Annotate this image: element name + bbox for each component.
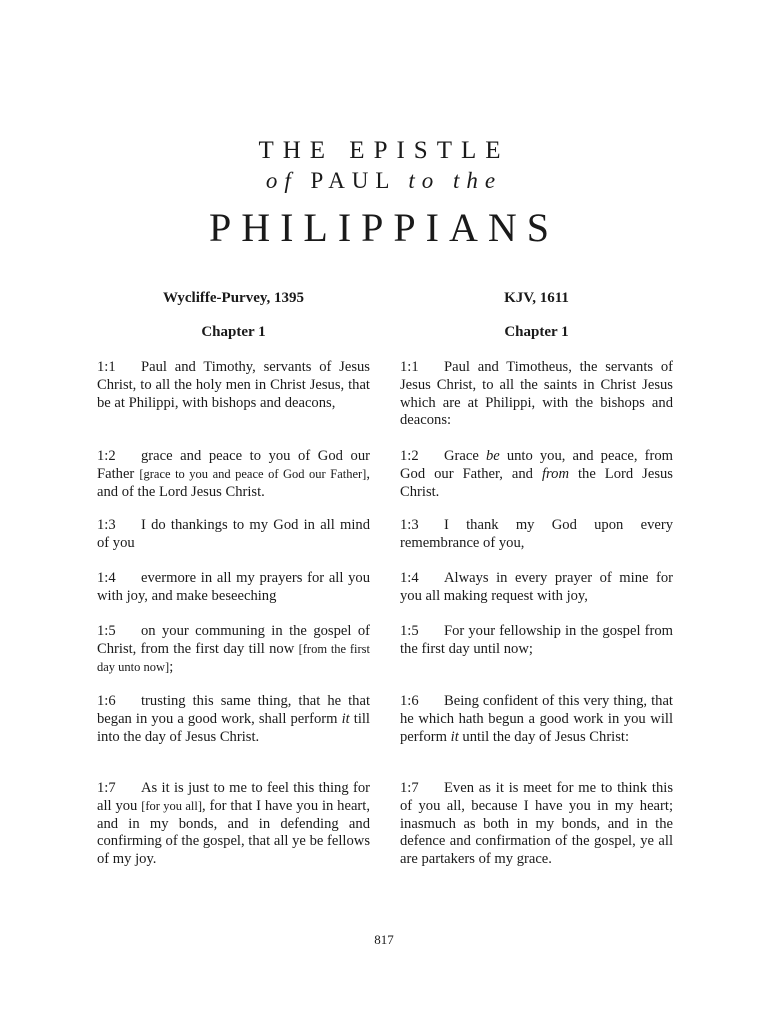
title-to-the: to the [408, 168, 503, 193]
verse-text: Being confident of this very thing, that he which hath begun a good work in you will perform [400, 693, 673, 745]
verse-text: till into the day of Jesus Christ. [97, 710, 370, 745]
verse-text: , for that I have you in heart, and in my bonds, and in defending and confirming of the gospel, that all ye be fellows of my joy. [97, 797, 370, 868]
verse-number: 1:1 [97, 359, 116, 375]
verse-text: ; [169, 658, 174, 675]
verse-text: For your fellowship in the gospel from the first day until now; [400, 623, 673, 657]
verse-italic: it [341, 710, 350, 727]
verse-number: 1:3 [97, 517, 116, 533]
verse-gloss: [from the first day unto now] [97, 641, 371, 674]
verse-text: Always in every prayer of mine for you all making request with joy, [400, 570, 673, 604]
chapter-heading: Chapter 1 [201, 324, 266, 340]
verse [400, 570, 673, 606]
verse-number: 1:4 [400, 570, 419, 586]
verse-number: 1:6 [97, 693, 116, 709]
verse [97, 570, 370, 606]
verse-text: I thank my God upon every remembrance of you, [400, 517, 673, 551]
verse-number: 1:1 [400, 359, 419, 375]
verse-text: grace and peace to you of God our Father [97, 448, 370, 482]
verse-number: 1:5 [97, 623, 116, 639]
verse [97, 693, 370, 746]
verse-text: Paul and Timothy, servants of Jesus Christ, to all the holy men in Christ Jesus, that be at Philippi, with bishops and deacons, [97, 359, 370, 411]
verse-text: Grace [444, 448, 486, 464]
column-heading: KJV, 1611 [504, 290, 569, 306]
title-block [0, 136, 768, 254]
title-line-1: THE EPISTLE [258, 137, 510, 164]
verse-gloss: [grace to you and peace of God our Father] [139, 466, 367, 481]
verse-number: 1:4 [97, 570, 116, 586]
verse [97, 623, 370, 676]
verse-text: trusting this same thing, that he that began in you a good work, shall perform [97, 693, 370, 727]
title-line-2 [0, 166, 768, 196]
verse [400, 693, 673, 746]
title-paul: PAUL [310, 168, 396, 193]
verse [400, 517, 673, 553]
verse-gloss: [for you all] [141, 798, 202, 813]
verse [400, 623, 673, 659]
verse-italic: it [450, 728, 459, 745]
chapter-heading: Chapter 1 [504, 324, 569, 340]
verse-number: 1:2 [97, 448, 116, 464]
verse-text: the Lord Jesus Christ. [400, 465, 673, 500]
verse [97, 359, 370, 412]
verse-number: 1:7 [400, 780, 419, 796]
title-of: of [265, 168, 298, 193]
verse [97, 517, 370, 553]
verse [400, 448, 673, 501]
verse-text: on your communing in the gospel of Christ, from the first day till now [97, 623, 370, 657]
verse [97, 780, 370, 869]
page-number: 817 [374, 932, 394, 947]
verse-number: 1:5 [400, 623, 419, 639]
verse-number: 1:3 [400, 517, 419, 533]
verse-text: As it is just to me to feel this thing for all you [97, 780, 370, 814]
verse-italic: from [541, 465, 569, 482]
verse-text: unto you, and peace, from God our Father, and [400, 448, 673, 482]
verse [400, 780, 673, 869]
wycliffe-column [97, 288, 371, 868]
verse-text: Even as it is meet for me to think this of you all, because I have you in my heart; inasmuch as both in my bonds, and in the defence and confirmation of the gospel, ye all are partakers of my grace. [400, 780, 673, 868]
verse [400, 359, 673, 430]
verse [97, 448, 370, 501]
kjv-column [400, 288, 673, 868]
verse-text: I do thankings to my God in all mind of you [97, 517, 370, 551]
book-title: PHILIPPIANS [208, 205, 560, 250]
verse-number: 1:2 [400, 448, 419, 464]
column-heading: Wycliffe-Purvey, 1395 [162, 290, 305, 306]
verse-text: until the day of Jesus Christ: [458, 728, 630, 745]
verse-number: 1:7 [97, 780, 116, 796]
verse-text: evermore in all my prayers for all you with joy, and make beseeching [97, 570, 370, 604]
verse-text: , and of the Lord Jesus Christ. [97, 465, 370, 500]
verse-text: Paul and Timotheus, the servants of Jesus Christ, to all the saints in Christ Jesus which are at Philippi, with the bishops and deacons: [400, 359, 673, 429]
verse-number: 1:6 [400, 693, 419, 709]
verse-italic: be [485, 448, 500, 464]
